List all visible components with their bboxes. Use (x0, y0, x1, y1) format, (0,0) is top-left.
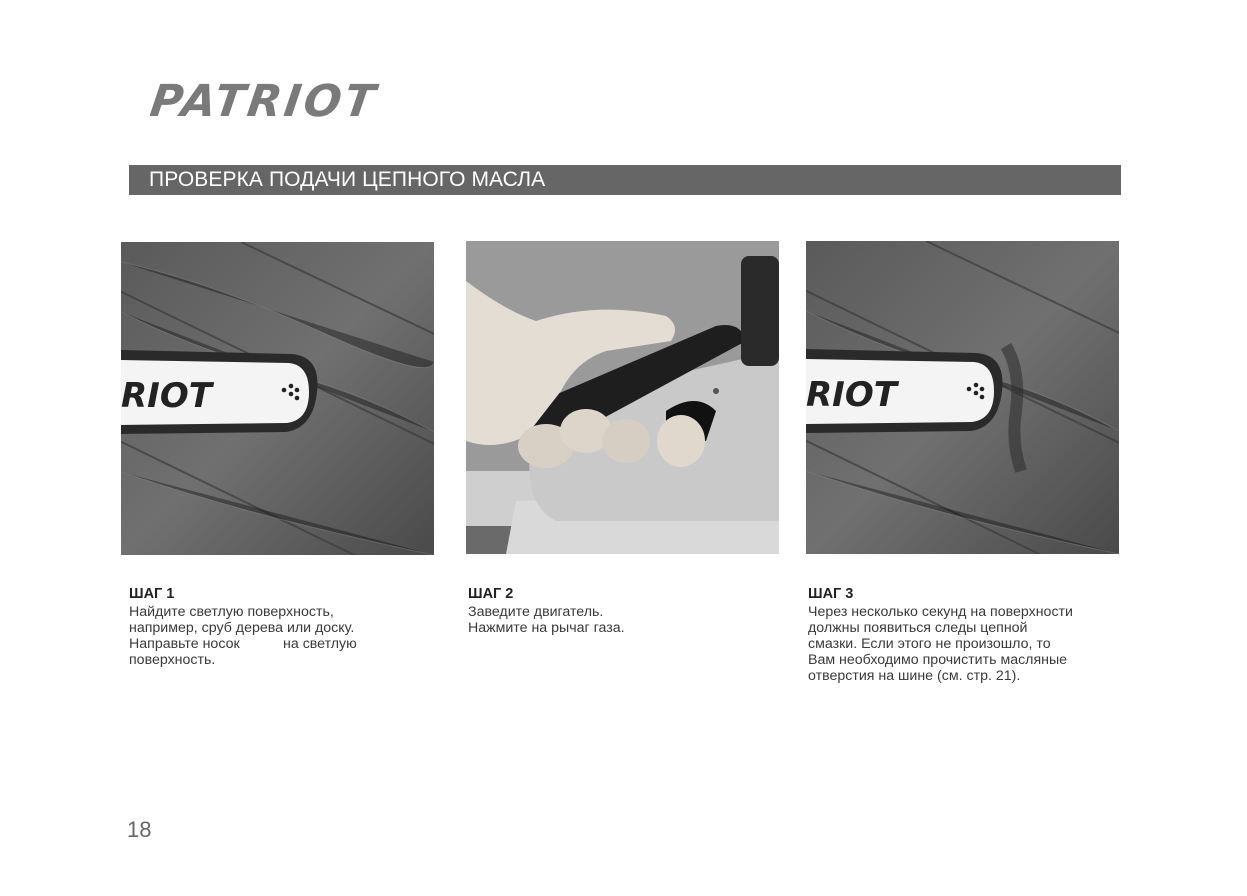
step-title: ШАГ 1 (129, 586, 175, 602)
step-text-line: поверхность. (129, 652, 216, 668)
step-1 (129, 586, 459, 668)
section-title: ПРОВЕРКА ПОДАЧИ ЦЕПНОГО МАСЛА (129, 165, 1121, 195)
step3-photo (806, 241, 1119, 554)
step1-photo (121, 242, 434, 555)
step-text-line: Заведите двигатель. (468, 604, 604, 620)
step-text-line: смазки. Если этого не произошло, то (808, 636, 1051, 652)
step-3 (808, 586, 1138, 684)
step-title: ШАГ 2 (468, 586, 514, 602)
bar-logo-text: RIOT (806, 375, 897, 415)
step-2 (468, 586, 798, 636)
step-text-line: отверстия на шине (см. стр. 21). (808, 668, 1021, 684)
step-text-line: Нажмите на рычаг газа. (468, 620, 625, 636)
step-text-line: Найдите светлую поверхность, (129, 604, 334, 620)
step-text-line: Вам необходимо прочистить масляные (808, 652, 1068, 668)
step-text-line: например, сруб дерева или доску. (129, 620, 355, 636)
step2-photo (466, 241, 779, 554)
svg-text:PATRIOT: PATRIOT (150, 78, 381, 122)
step-text-line: Направьте носок на светлую (129, 636, 357, 652)
patriot-logo (150, 78, 412, 122)
step-text-line: Через несколько секунд на поверхности (808, 604, 1073, 620)
step-title: ШАГ 3 (808, 586, 854, 602)
page-number: 18 (127, 817, 152, 842)
step-text-line: должны появиться следы цепной (808, 620, 1028, 636)
bar-logo-text: RIOT (121, 376, 212, 416)
